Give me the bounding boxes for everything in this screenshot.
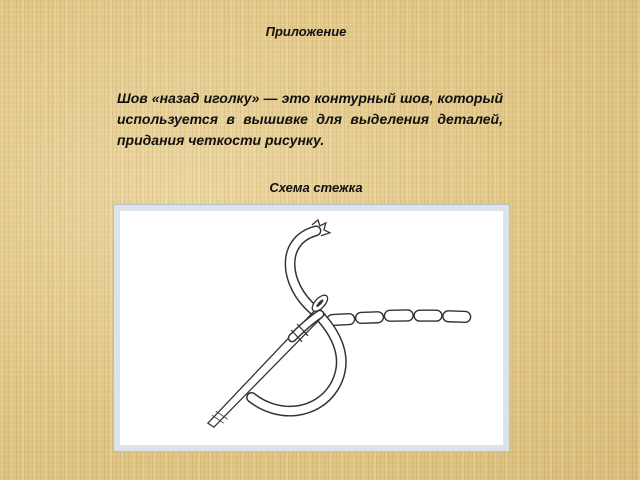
stitch-segment (384, 310, 413, 321)
back-stitch-diagram-icon (120, 211, 503, 445)
diagram-caption: Схема стежка (269, 180, 363, 195)
stitch-description: Шов «назад иголку» — это контурный шов, который используется в вышивке для выделения деталей, придания четкости рисунку. (117, 90, 503, 148)
stitch-diagram-frame (113, 204, 510, 452)
stitch-segment (414, 310, 442, 321)
slide-title: Приложение (265, 24, 347, 39)
stitch-diagram (120, 211, 503, 445)
stitch-segment (355, 312, 383, 324)
stitch-segment (443, 311, 471, 323)
